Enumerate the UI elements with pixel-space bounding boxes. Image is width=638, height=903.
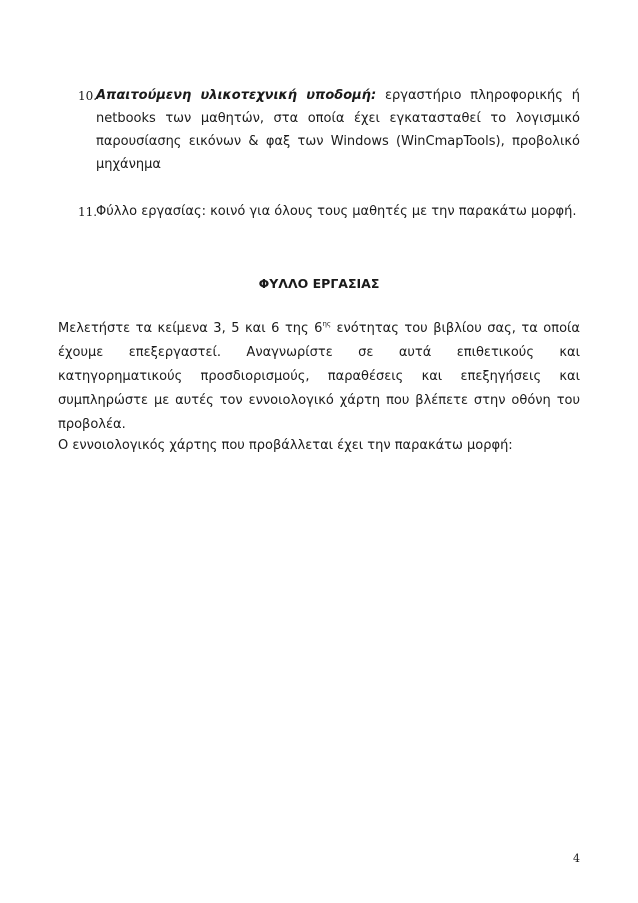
list-item-10 — [78, 84, 580, 176]
infrastructure-label: Απαιτούμενη υλικοτεχνική υποδομή: — [96, 88, 377, 103]
instructions-text-end: ενότητας του βιβλίου σας, τα οποία έχουμε επεξεργαστεί. Αναγνωρίστε σε αυτά επιθετικούς και κατηγορηματικούς προσδιορισμούς, παραθέσεις και επεξηγήσεις και συμπληρώστε με αυτές τον εννοιολογικό χάρτη που βλέπετε στην οθόνη του προβολέα. — [58, 321, 580, 432]
list-item-number: 10. — [78, 89, 98, 103]
page-number: 4 — [573, 852, 580, 865]
worksheet-heading: ΦΥΛΛΟ ΕΡΓΑΣΙΑΣ — [258, 276, 380, 291]
list-item-11 — [78, 200, 580, 223]
list-item-number: 11. — [78, 205, 98, 219]
worksheet-instructions — [58, 317, 580, 437]
list-item-body: Φύλλο εργασίας: κοινό για όλους τους μαθητές με την παρακάτω μορφή. — [96, 204, 577, 219]
infrastructure-text: εργαστήριο πληροφορικής ή netbooks των μαθητών, στα οποία έχει εγκατασταθεί το λογισμικό παρουσίασης εικόνων & φαξ των Windows (WinCmapTools), προβολικό μηχάνημα — [96, 88, 580, 172]
concept-map-intro: Ο εννοιολογικός χάρτης που προβάλλεται έχει την παρακάτω μορφή: — [58, 438, 513, 453]
instructions-text-start: Μελετήστε τα κείμενα 3, 5 και 6 της 6 — [58, 321, 323, 336]
ordinal-superscript: ης — [322, 320, 331, 328]
list-item-body — [96, 84, 580, 176]
